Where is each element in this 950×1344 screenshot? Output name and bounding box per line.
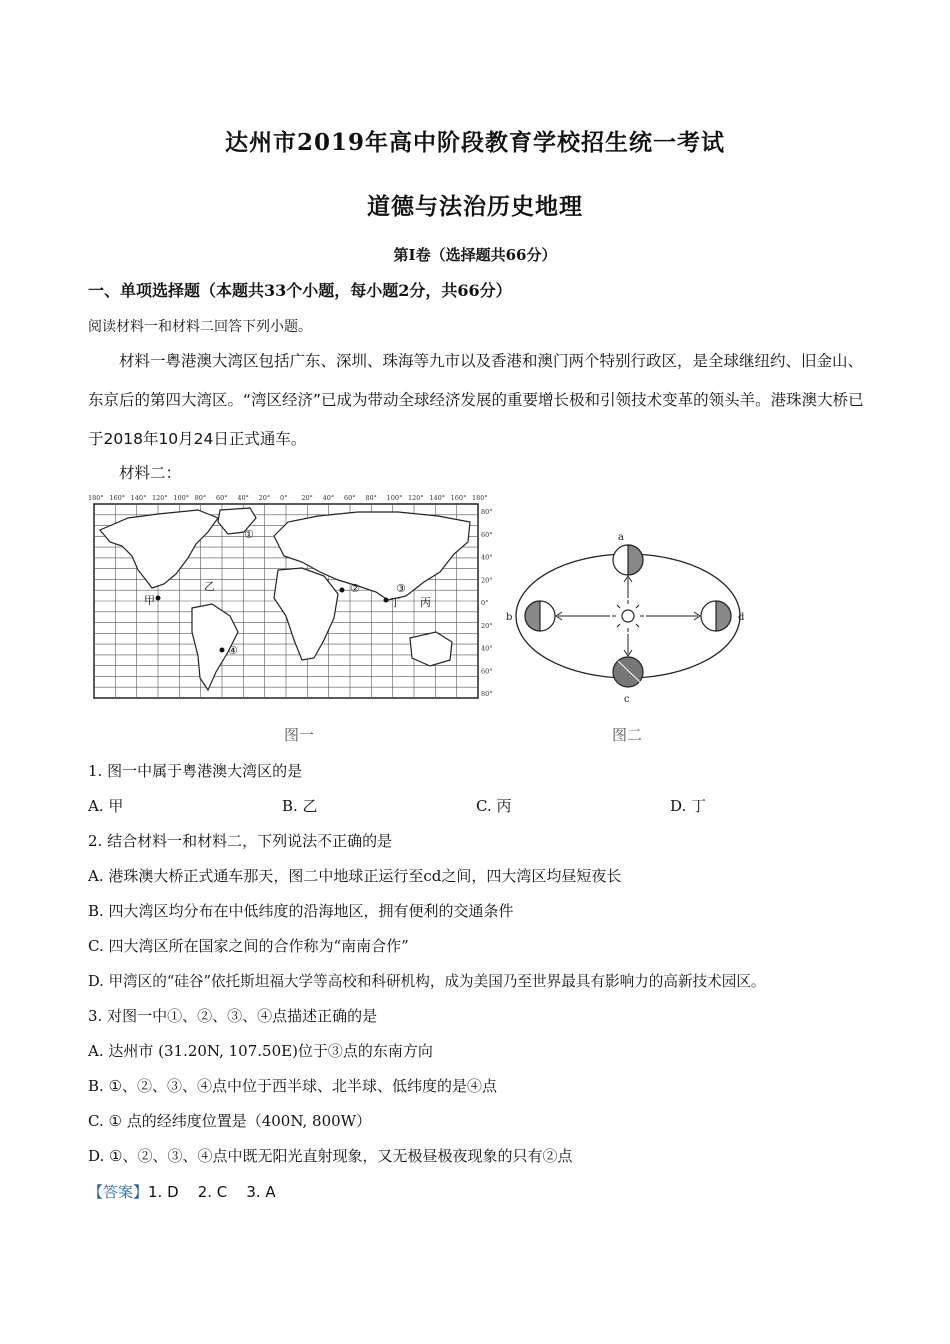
longitude-tick-label: 80° <box>194 494 207 502</box>
longitude-tick-label: 100° <box>386 494 403 502</box>
latitude-tick-label: 80° <box>481 690 493 698</box>
marker-jia: 甲 <box>144 594 155 607</box>
dot-jia <box>156 596 161 601</box>
answer-text: 1. D 2. C 3. A <box>148 1183 276 1201</box>
marker-point-1: ① <box>244 528 254 541</box>
latitude-ticks <box>481 508 493 698</box>
question-2-option-b: B. 四大湾区均分布在中低纬度的沿海地区，拥有便利的交通条件 <box>88 902 514 920</box>
question-2-stem: 2. 结合材料一和材料二，下列说法不正确的是 <box>88 832 393 850</box>
section-heading: 一、单项选择题（本题共33个小题，每小题2分，共66分） <box>88 281 512 300</box>
longitude-tick-label: 140° <box>130 494 147 502</box>
question-3-option-b: B. ①、②、③、④点中位于西半球、北半球、低纬度的是④点 <box>88 1077 498 1095</box>
sun-arrows <box>556 576 700 656</box>
question-2-option-a: A. 港珠澳大桥正式通车那天，图二中地球正运行至cd之间，四大湾区均昼短夜长 <box>88 867 622 885</box>
answer-line <box>88 1181 276 1202</box>
marker-yi: 乙 <box>204 580 215 593</box>
longitude-tick-label: 100° <box>173 494 190 502</box>
orbit-figure <box>500 526 760 706</box>
figure-two-caption: 图二 <box>612 726 643 744</box>
longitude-tick-label: 120° <box>408 494 424 502</box>
latitude-tick-label: 20° <box>481 576 493 585</box>
marker-point-3: ③ <box>396 582 406 595</box>
longitude-tick-label: 180° <box>472 494 488 502</box>
longitude-tick-label: 40° <box>237 494 249 502</box>
latitude-tick-label: 60° <box>481 530 493 539</box>
latitude-tick-label: 60° <box>481 667 493 676</box>
marker-ding: 丁 <box>390 596 401 609</box>
longitude-tick-label: 20° <box>301 494 313 502</box>
question-2-option-d: D. 甲湾区的“硅谷”依托斯坦福大学等高校和科研机构，成为美国乃至世界最具有影响力的高新技术园区。 <box>88 973 766 990</box>
orbit-label-d: d <box>738 612 745 623</box>
orbit-label-b: b <box>506 612 513 623</box>
material-one: 材料一粤港澳大湾区包括广东、深圳、珠海等九市以及香港和澳门两个特别行政区，是全球继纽约、旧金山、东京后的第四大湾区。“湾区经济”已成为带动全球经济发展的重要增长极和引领技术变革的领头羊。港珠澳大桥已于2018年10月24日正式通车。 <box>88 352 864 448</box>
question-3-option-c: C. ① 点的经纬度位置是（400N, 800W） <box>88 1112 372 1130</box>
material-two-label: 材料二： <box>119 464 182 482</box>
dot-2 <box>340 588 345 593</box>
question-1-stem: 1. 图一中属于粤港澳大湾区的是 <box>88 762 303 780</box>
longitude-tick-label: 140° <box>429 494 446 502</box>
longitude-tick-label: 120° <box>152 494 168 502</box>
exam-title: 达州市2019年高中阶段教育学校招生统一考试 <box>224 129 725 156</box>
longitude-tick-label: 60° <box>216 494 228 502</box>
question-1-option-b: B. 乙 <box>282 797 318 815</box>
orbit-label-a: a <box>618 532 624 543</box>
longitude-tick-label: 160° <box>450 494 467 502</box>
longitude-ticks <box>88 494 488 502</box>
longitude-tick-label: 180° <box>88 494 104 502</box>
latitude-tick-label: 0° <box>481 599 489 607</box>
longitude-tick-label: 20° <box>258 494 271 502</box>
sun-symbol <box>612 600 644 632</box>
longitude-tick-label: 80° <box>365 494 377 502</box>
marker-bing: 丙 <box>420 596 431 609</box>
longitude-tick-label: 60° <box>344 494 356 502</box>
longitude-tick-label: 0° <box>280 494 288 502</box>
world-map-figure <box>88 492 498 712</box>
question-3-stem: 3. 对图一中①、②、③、④点描述正确的是 <box>88 1007 378 1025</box>
longitude-tick-label: 40° <box>322 494 335 502</box>
question-3-option-a: A. 达州市 (31.20N, 107.50E)位于③点的东南方向 <box>88 1042 433 1060</box>
marker-point-4: ④ <box>228 644 238 657</box>
exam-subtitle: 道德与法治历史地理 <box>367 193 583 220</box>
intro-text: 阅读材料一和材料二回答下列小题。 <box>88 319 312 335</box>
question-3-option-d: D. ①、②、③、④点中既无阳光直射现象，又无极昼极夜现象的只有②点 <box>88 1147 573 1165</box>
orbit-label-c: c <box>624 694 630 705</box>
volume-heading: 第Ⅰ卷（选择题共66分） <box>393 246 557 264</box>
marker-point-2: ② <box>350 582 360 595</box>
dot-ding <box>384 598 389 603</box>
latitude-tick-label: 20° <box>481 621 493 630</box>
question-1-option-d: D. 丁 <box>670 797 707 815</box>
longitude-tick-label: 160° <box>109 494 126 502</box>
figure-one-caption: 图一 <box>284 726 315 744</box>
question-2-option-c: C. 四大湾区所在国家之间的合作称为“南南合作” <box>88 937 409 955</box>
question-1-option-a: A. 甲 <box>88 797 124 815</box>
answer-tag: 【答案】 <box>88 1183 149 1201</box>
question-1-option-c: C. 丙 <box>476 797 512 815</box>
latitude-tick-label: 80° <box>481 508 493 516</box>
dot-4 <box>220 648 225 653</box>
latitude-tick-label: 40° <box>481 644 493 653</box>
latitude-tick-label: 40° <box>481 553 493 562</box>
